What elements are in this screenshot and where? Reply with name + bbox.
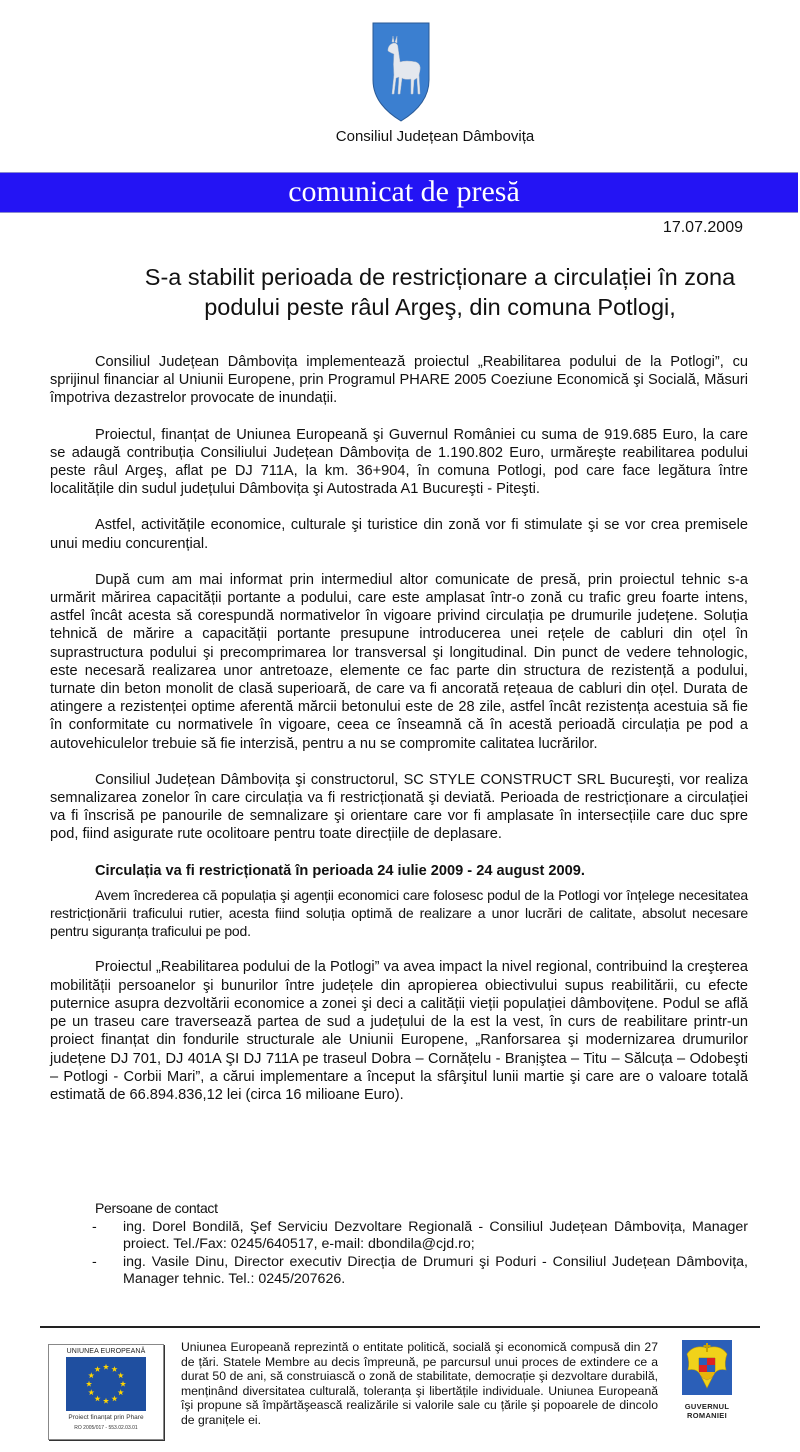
contacts-title: Persoane de contact: [95, 1200, 218, 1216]
romanian-coat-of-arms-icon: [682, 1340, 732, 1395]
paragraph-intro: Consiliul Județean Dâmbovița implementează proiectul „Reabilitarea podului de la Potlogi”, cu sprijinul financiar al Uniunii Europene, prin Programul PHARE 2005 Coeziune Economică şi Socială, Măsuri împotriva dezastrelor provocate de inundații.: [50, 354, 748, 407]
paragraph-economic-impact: Astfel, activitățile economice, culturale şi turistice din zonă vor fi stimulate şi se vor crea premisele unui mediu concurențial.: [50, 517, 748, 552]
headline-line-2: podului peste râul Argeş, din comuna Potlogi,: [204, 294, 676, 320]
paragraph-funding: Proiectul, finanțat de Uniunea Europeană şi Guvernul României cu suma de 919.685 Euro, la care se adaugă contribuția Consiliului Județean Dâmbovița de 1.190.802 Euro, urmăreşte reabilitarea podului peste râul Argeş, aflat pe DJ 711A, la km. 36+904, în comuna Potlogi, pod care face legătura între localitățile din sudul județului Dâmbovița şi Autostrada A1 Bucureşti - Piteşti.: [50, 426, 748, 498]
eu-logo-caption: Proiect finanțat prin Phare: [68, 1414, 144, 1421]
eu-logo-code: RO 2005/017 - 553.02.03.01: [74, 1425, 138, 1431]
headline: [60, 262, 800, 322]
restriction-period-highlight: Circulația va fi restricționată în perioada 24 iulie 2009 - 24 august 2009.: [95, 862, 585, 879]
article-body: [50, 353, 748, 1122]
gov-logo-caption: [678, 1402, 736, 1420]
contact-item: [92, 1253, 748, 1289]
contact-text: ing. Dorel Bondilă, Şef Serviciu Dezvoltare Regională - Consiliul Județean Dâmbovița, Manager proiect. Tel./Fax: 0245/640517, e-mail: dbondila@cjd.ro;: [123, 1218, 748, 1252]
contact-text: ing. Vasile Dinu, Director executiv Direcția de Drumuri şi Poduri - Consiliul Județean Dâmbovița, Manager tehnic. Tel.: 0245/207626.: [123, 1253, 748, 1287]
footer-divider: [40, 1326, 760, 1328]
eu-statement: Uniunea Europeană reprezintă o entitate politică, socială şi economică compusă din 27 de țări. Statele Membre au decis împreună, pe parcursul unui proces de extindere ce a durat 50 de ani, să construiască o zonă de stabilitate, democrație şi dezvoltare durabilă, menținând diversitatea culturală, toleranța şi libertățile individuale. Uniunea Europeană îşi propune să împărtăşească realizările si valorile sale cu țările şi popoarele de dincolo de granițele ei.: [181, 1340, 658, 1427]
romanian-government-logo: [678, 1340, 736, 1420]
eu-logo: [48, 1344, 164, 1440]
organization-name: Consiliul Județean Dâmbovița: [335, 128, 535, 145]
gov-caption-line-1: GUVERNUL: [684, 1402, 730, 1411]
eu-flag-icon: [66, 1357, 146, 1411]
paragraph-regional-impact: Proiectul „Reabilitarea podului de la Potlogi” va avea impact la nivel regional, contribuind la creşterea mobilității persoanelor şi bunurilor între județele din apropierea obiectivului supus reabilitării, cu efecte puternice asupra dezvoltării economice a zonei şi deci a calității vieții populației dâmbovițene. Podul se află pe un traseu care traversează partea de sud a județului de la est la vest, în curs de reabilitare printr-un proiect finanțat din fondurile structurale ale Uniunii Europene, „Ranforsarea şi modernizarea drumurilor județene DJ 701, DJ 401A ŞI DJ 711A pe traseul Dobra – Cornățelu - Branịştea – Titu – Sălcuța – Odobeşti – Potlogi - Corbii Mari”, a cărui implementare a început la sfârşitul lunii martie şi care are o valoare totală estimată de 66.894.836,12 lei (circa 16 milioane Euro).: [50, 959, 748, 1103]
contact-item: [92, 1218, 748, 1254]
paragraph-trust: Avem încrederea că populația şi agenții economici care folosesc podul de la Potlogi vor înțelege necesitatea restricționării traficului rutier, acesta fiind soluția optimă de realizare a unor lucrări de calitate, absolut necesare pentru siguranța traficului pe pod.: [50, 886, 748, 940]
county-crest-icon: [372, 22, 430, 122]
paragraph-signaling: Consiliul Județean Dâmbovița şi constructorul, SC STYLE CONSTRUCT SRL Bucureşti, vor realiza semnalizarea zonelor în care circulația va fi restricționată şi deviată. Perioada de restricționare a circulației va fi înscrisă pe panourile de semnalizare şi orientare care vor fi amplasate în intersecțiile care duc spre pod, fiind asigurate rute ocolitoare pentru toate direcțiile de deplasare.: [50, 771, 748, 843]
contact-persons: [92, 1200, 748, 1289]
press-release-banner: [0, 172, 798, 213]
list-dash: -: [92, 1253, 97, 1270]
release-date: 17.07.2009: [662, 219, 743, 236]
paragraph-technical-solution: După cum am mai informat prin intermediul altor comunicate de presă, prin proiectul tehnic s-a urmărit mărirea capacității portante a podului, care este amplasat într-o zonă cu trafic greu foarte intens, astfel încât acesta să corespundă normativelor în vigoare privind circulația pe drumurile județene. Soluția tehnică de mărire a capacității portante presupune introducerea unei rețele de cabluri din oțel în suprastructura podului şi precomprimarea lor transversal şi longitudinal. Din punct de vedere tehnologic, este necesară realizarea unor antretoaze, elemente ce fac parte din structura de rezistență a podului, turnate din beton monolit de clasă superioară, de care va fi ancorată rețeaua de cabluri din oțel. Durata de atingere a rezistenței optime aferentă mărcii betonului este de 28 zile, astfel încât rezistența acestuia să fie în conformitate cu normativele în vigoare, ceea ce înseamnă că în acestă perioadă circulația pe pod a autovehiculelor trebuie să fie interzisă, pentru a nu se compromite calitatea lucrărilor.: [50, 571, 748, 752]
headline-line-1: S-a stabilit perioada de restricționare a circulației în zona: [144, 264, 736, 290]
list-dash: -: [92, 1218, 97, 1235]
press-release-title: comunicat de presă: [288, 175, 520, 208]
eu-logo-title: UNIUNEA EUROPEANĂ: [66, 1348, 146, 1355]
gov-caption-line-2: ROMANIEI: [687, 1411, 727, 1420]
